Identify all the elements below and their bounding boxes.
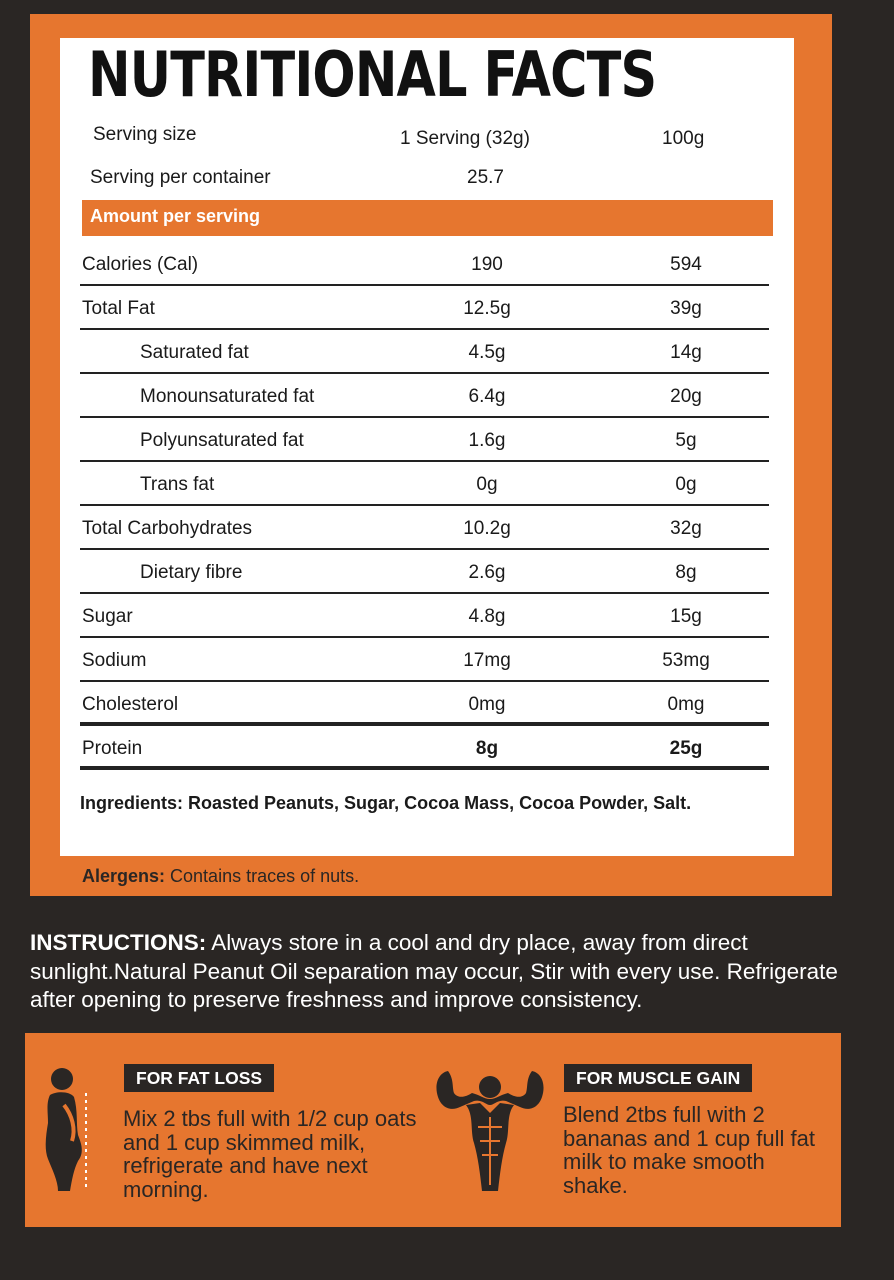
nutrient-per-serving: 12.5g bbox=[463, 298, 511, 319]
nutrient-row-cholesterol bbox=[80, 682, 769, 726]
nutrient-per-serving: 17mg bbox=[463, 650, 511, 671]
nutrient-per-100g: 39g bbox=[670, 298, 702, 319]
alergens-line bbox=[82, 866, 359, 887]
nutrient-per-100g: 25g bbox=[669, 738, 703, 759]
nutrient-per-serving: 2.6g bbox=[468, 562, 506, 583]
nutrient-row-total-carbohydrates bbox=[80, 506, 769, 550]
nutrient-label: Total Fat bbox=[82, 298, 155, 319]
nutrient-per-serving: 190 bbox=[471, 254, 503, 275]
nutrient-per-100g: 15g bbox=[670, 606, 702, 627]
nutrient-per-100g: 0g bbox=[675, 474, 697, 495]
nutrient-label: Calories (Cal) bbox=[82, 254, 199, 275]
nutrient-label: Protein bbox=[82, 738, 143, 759]
nutrient-label: Monounsaturated fat bbox=[140, 386, 315, 407]
nutrient-label: Dietary fibre bbox=[140, 562, 243, 583]
body-silhouette-icon bbox=[42, 1065, 94, 1195]
nutrient-per-serving: 4.8g bbox=[468, 606, 506, 627]
nutrient-per-100g: 0mg bbox=[667, 694, 705, 715]
nutrient-per-100g: 32g bbox=[670, 518, 702, 539]
nutrient-label: Sugar bbox=[82, 606, 133, 627]
nutrient-row-saturated-fat bbox=[80, 330, 769, 374]
nutrient-label: Cholesterol bbox=[82, 694, 179, 715]
nutrient-row-total-fat bbox=[80, 286, 769, 330]
nutrient-per-serving: 6.4g bbox=[468, 386, 506, 407]
serving-container-label: Serving per container bbox=[90, 167, 271, 188]
nutrient-per-serving: 8g bbox=[475, 738, 499, 759]
page-title: NUTRITIONAL FACTS bbox=[88, 38, 657, 111]
nutrient-row-sodium bbox=[80, 638, 769, 682]
nutrient-per-100g: 53mg bbox=[662, 650, 710, 671]
nutrient-label: Saturated fat bbox=[140, 342, 249, 363]
nutrient-label: Sodium bbox=[82, 650, 147, 671]
muscle-gain-text: Blend 2tbs full with 2 bananas and 1 cup full fat milk to make smooth shake. bbox=[563, 1102, 815, 1198]
nutrient-row-protein bbox=[80, 726, 769, 770]
serving-size-100g: 100g bbox=[662, 128, 705, 149]
nutrient-per-serving: 1.6g bbox=[468, 430, 506, 451]
nutrient-row-monounsaturated-fat bbox=[80, 374, 769, 418]
nutrient-per-serving: 10.2g bbox=[463, 518, 511, 539]
nutrient-row-polyunsaturated-fat bbox=[80, 418, 769, 462]
nutrient-per-serving: 0g bbox=[476, 474, 498, 495]
instructions-body: Always store in a cool and dry place, away from direct sunlight.Natural Peanut Oil separation may occur, Stir with every use. Refrigerate after opening to preserve freshness and improve consistency. bbox=[30, 930, 838, 1012]
nutrient-label: Polyunsaturated fat bbox=[140, 430, 304, 451]
instructions-label: INSTRUCTIONS: bbox=[30, 930, 207, 955]
serving-size-label: Serving size bbox=[93, 124, 197, 145]
nutrient-row-sugar bbox=[80, 594, 769, 638]
serving-container-value: 25.7 bbox=[467, 167, 504, 188]
nutrient-row-calories bbox=[80, 242, 769, 286]
alergens-text: Contains traces of nuts. bbox=[165, 866, 360, 886]
muscle-gain-tag: FOR MUSCLE GAIN bbox=[564, 1064, 752, 1092]
serving-size-value: 1 Serving (32g) bbox=[400, 128, 530, 149]
nutrient-per-100g: 14g bbox=[670, 342, 702, 363]
nutrient-label: Total Carbohydrates bbox=[82, 518, 253, 539]
nutrient-row-dietary-fibre bbox=[80, 550, 769, 594]
fat-loss-tag: FOR FAT LOSS bbox=[124, 1064, 274, 1092]
fat-loss-text: Mix 2 tbs full with 1/2 cup oats and 1 cup skimmed milk, refrigerate and have next morning. bbox=[123, 1106, 417, 1202]
amount-per-serving-bar bbox=[82, 200, 773, 236]
nutrient-per-100g: 20g bbox=[670, 386, 702, 407]
nutrient-per-serving: 0mg bbox=[468, 694, 506, 715]
nutrient-per-100g: 594 bbox=[670, 254, 702, 275]
alergens-label: Alergens: bbox=[82, 866, 166, 886]
amount-per-serving-label: Amount per serving bbox=[90, 206, 261, 226]
nutrient-per-100g: 5g bbox=[675, 430, 697, 451]
nutrient-per-100g: 8g bbox=[675, 562, 697, 583]
usage-tips-panel bbox=[25, 1033, 841, 1227]
nutrient-per-serving: 4.5g bbox=[468, 342, 506, 363]
ingredients-text: Ingredients: Roasted Peanuts, Sugar, Cocoa Mass, Cocoa Powder, Salt. bbox=[80, 793, 692, 813]
instructions-text bbox=[30, 929, 860, 1015]
bodybuilder-icon bbox=[430, 1065, 550, 1195]
nutrient-row-trans-fat bbox=[80, 462, 769, 506]
nutrient-label: Trans fat bbox=[140, 474, 215, 495]
